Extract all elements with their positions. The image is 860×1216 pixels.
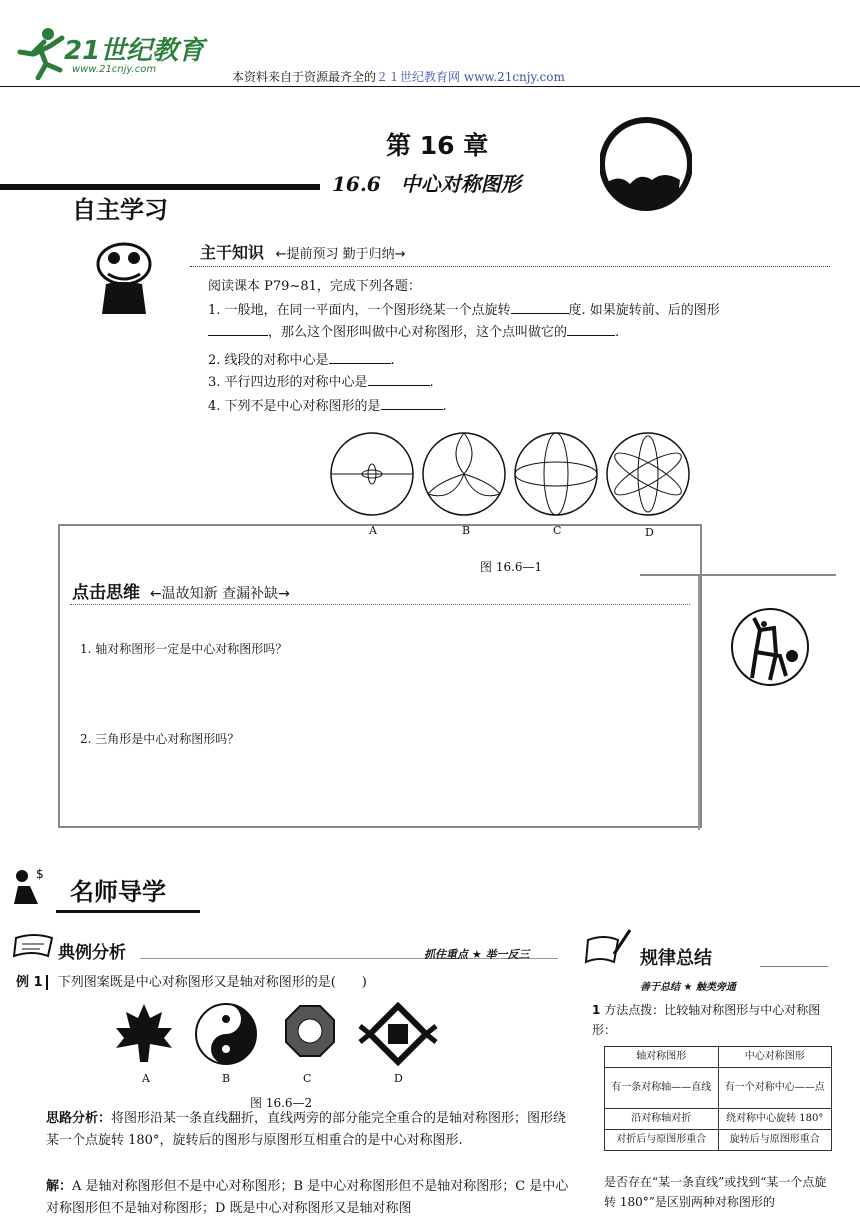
teacher-icon — [8, 864, 52, 906]
site-logo — [10, 24, 210, 84]
section-title: 16.6 中心对称图形 — [332, 172, 521, 196]
solution-paragraph: 解：A 是轴对称图形但不是中心对称图形；B 是中心对称图形但不是轴对称图形；C 是中心对称图形但不是轴对称图形；D 既是中心对称图形又是轴对称图 — [46, 1179, 569, 1216]
logo-title: 21世纪教育 — [64, 36, 205, 66]
fig1-label-c: C — [553, 524, 562, 537]
rules-footer-text: 是否存在“某一条直线”或找到“某一个点旋转 180°”是区别两种对称图形的 — [604, 1175, 827, 1209]
example-1 — [16, 972, 367, 994]
maple-leaf-figure — [116, 1004, 172, 1062]
table-cell: 旋转后与原图形重合 — [718, 1130, 832, 1151]
octagon-figure — [286, 1006, 334, 1056]
click-think-dotted — [70, 604, 690, 605]
comparison-table — [604, 1046, 832, 1151]
table-cell: 沿对称轴对折 — [605, 1109, 719, 1130]
figure-16-6-1 — [328, 432, 700, 520]
click-think-top-right — [640, 574, 836, 576]
reading-intro: 阅读课本 P79~81，完成下列各题： — [208, 279, 421, 294]
teacher-underline — [56, 910, 200, 913]
table-row — [605, 1068, 832, 1109]
fig1-caption: 图 16.6—1 — [480, 560, 543, 574]
question-4: 4. 下列不是中心对称图形的是 . — [208, 399, 447, 414]
site-link[interactable]: ２１世纪教育网 — [376, 70, 461, 84]
knot-figure — [360, 1006, 436, 1062]
header-rule — [0, 86, 860, 87]
url-link[interactable]: www.21cnjy.com — [463, 70, 565, 84]
chapter-title: 第 16 章 — [386, 131, 489, 160]
figure-a — [331, 433, 413, 515]
fig1-label-b: B — [462, 524, 471, 537]
figure-c — [515, 433, 597, 515]
fig2-caption: 图 16.6—2 — [250, 1096, 313, 1110]
scroll-icon — [12, 932, 56, 960]
fig2-label-b: B — [222, 1072, 231, 1085]
moon-illustration — [600, 114, 692, 214]
figure-b — [423, 433, 505, 515]
example-slogan: 抓住重点 ★ 举一反三 — [424, 948, 530, 961]
table-cell: 绕对称中心旋转 180° — [718, 1109, 832, 1130]
rule-item-label: 1 — [592, 1003, 601, 1017]
question-2: 2. 线段的对称中心是 . — [208, 353, 395, 368]
analysis-label: 思路分析： — [46, 1111, 112, 1126]
svg-text:$: $ — [36, 867, 44, 881]
fig2-label-c: C — [303, 1072, 312, 1085]
notebook-pen-icon — [584, 926, 634, 966]
rules-slogan: 善于总结 ★ 触类旁通 — [640, 982, 736, 993]
click-think-hint: ←温故知新 查漏补缺→ — [149, 586, 290, 602]
self-study-heading: 自主学习 — [72, 196, 168, 224]
fig2-label-d: D — [394, 1072, 403, 1085]
giraffe-mascot-icon — [730, 604, 810, 690]
table-cell: 对折后与原图形重合 — [605, 1130, 719, 1151]
table-header: 中心对称图形 — [718, 1047, 832, 1068]
question-3: 3. 平行四边形的对称中心是 . — [208, 375, 434, 390]
rules-heading: 规律总结 — [640, 948, 712, 969]
table-cell: 有一个对称中心——点 — [718, 1068, 832, 1109]
runner-logo-icon — [10, 24, 70, 80]
dotted-divider — [190, 266, 830, 267]
logo-url: www.21cnjy.com — [72, 64, 157, 75]
think-question-1: 1. 轴对称图形一定是中心对称图形吗？ — [80, 642, 288, 656]
yin-yang-figure — [196, 1004, 256, 1064]
example-label: 例 1 — [16, 975, 48, 990]
main-knowledge-hint: ←提前预习 勤于归纳→ — [275, 247, 406, 262]
example-text: 下列图案既是中心对称图形又是轴对称图形的是( ) — [57, 975, 367, 990]
header-note: 本资料来自于资源最齐全的２１世纪教育网 www.21cnjy.com — [232, 70, 565, 84]
click-think-heading: 点击思维 ←温故知新 查漏补缺→ — [72, 583, 290, 603]
fig2-label-a: A — [142, 1072, 150, 1085]
click-think-shadow — [698, 576, 700, 830]
table-row — [605, 1130, 832, 1151]
table-header-row — [605, 1047, 832, 1068]
main-knowledge-heading: 主干知识 ←提前预习 勤于归纳→ — [200, 243, 406, 262]
table-cell: 有一条对称轴——直线 — [605, 1068, 719, 1109]
solution-label: 解： — [46, 1179, 73, 1194]
figure-16-6-2 — [114, 1002, 454, 1068]
click-think-box — [58, 524, 702, 828]
table-row — [605, 1109, 832, 1130]
fig1-label-a: A — [369, 524, 377, 537]
example-heading: 典例分析 — [58, 943, 126, 963]
rule-item-1: 1 方法点拨：比较轴对称图形与中心对称图形： — [592, 1003, 821, 1037]
table-header: 轴对称图形 — [605, 1047, 719, 1068]
question-1: 1. 一般地，在同一平面内，一个图形绕某一个点旋转 度. 如果旋转前、后的图形 ，那么这个图形叫做中心对称图形，这个点叫做它的 . — [208, 303, 720, 340]
rules-rule — [760, 966, 828, 967]
frog-mascot-icon — [82, 240, 166, 316]
teacher-heading: 名师导学 — [70, 878, 166, 906]
think-question-2: 2. 三角形是中心对称图形吗？ — [80, 732, 240, 746]
figure-d — [607, 433, 689, 515]
analysis-paragraph: 思路分析：将图形沿某一条直线翻折，直线两旁的部分能完全重合的是轴对称图形；图形绕某一个点旋转 180°，旋转后的图形与原图形互相重合的是中心对称图形. — [46, 1111, 567, 1148]
fig1-label-d: D — [645, 526, 654, 539]
